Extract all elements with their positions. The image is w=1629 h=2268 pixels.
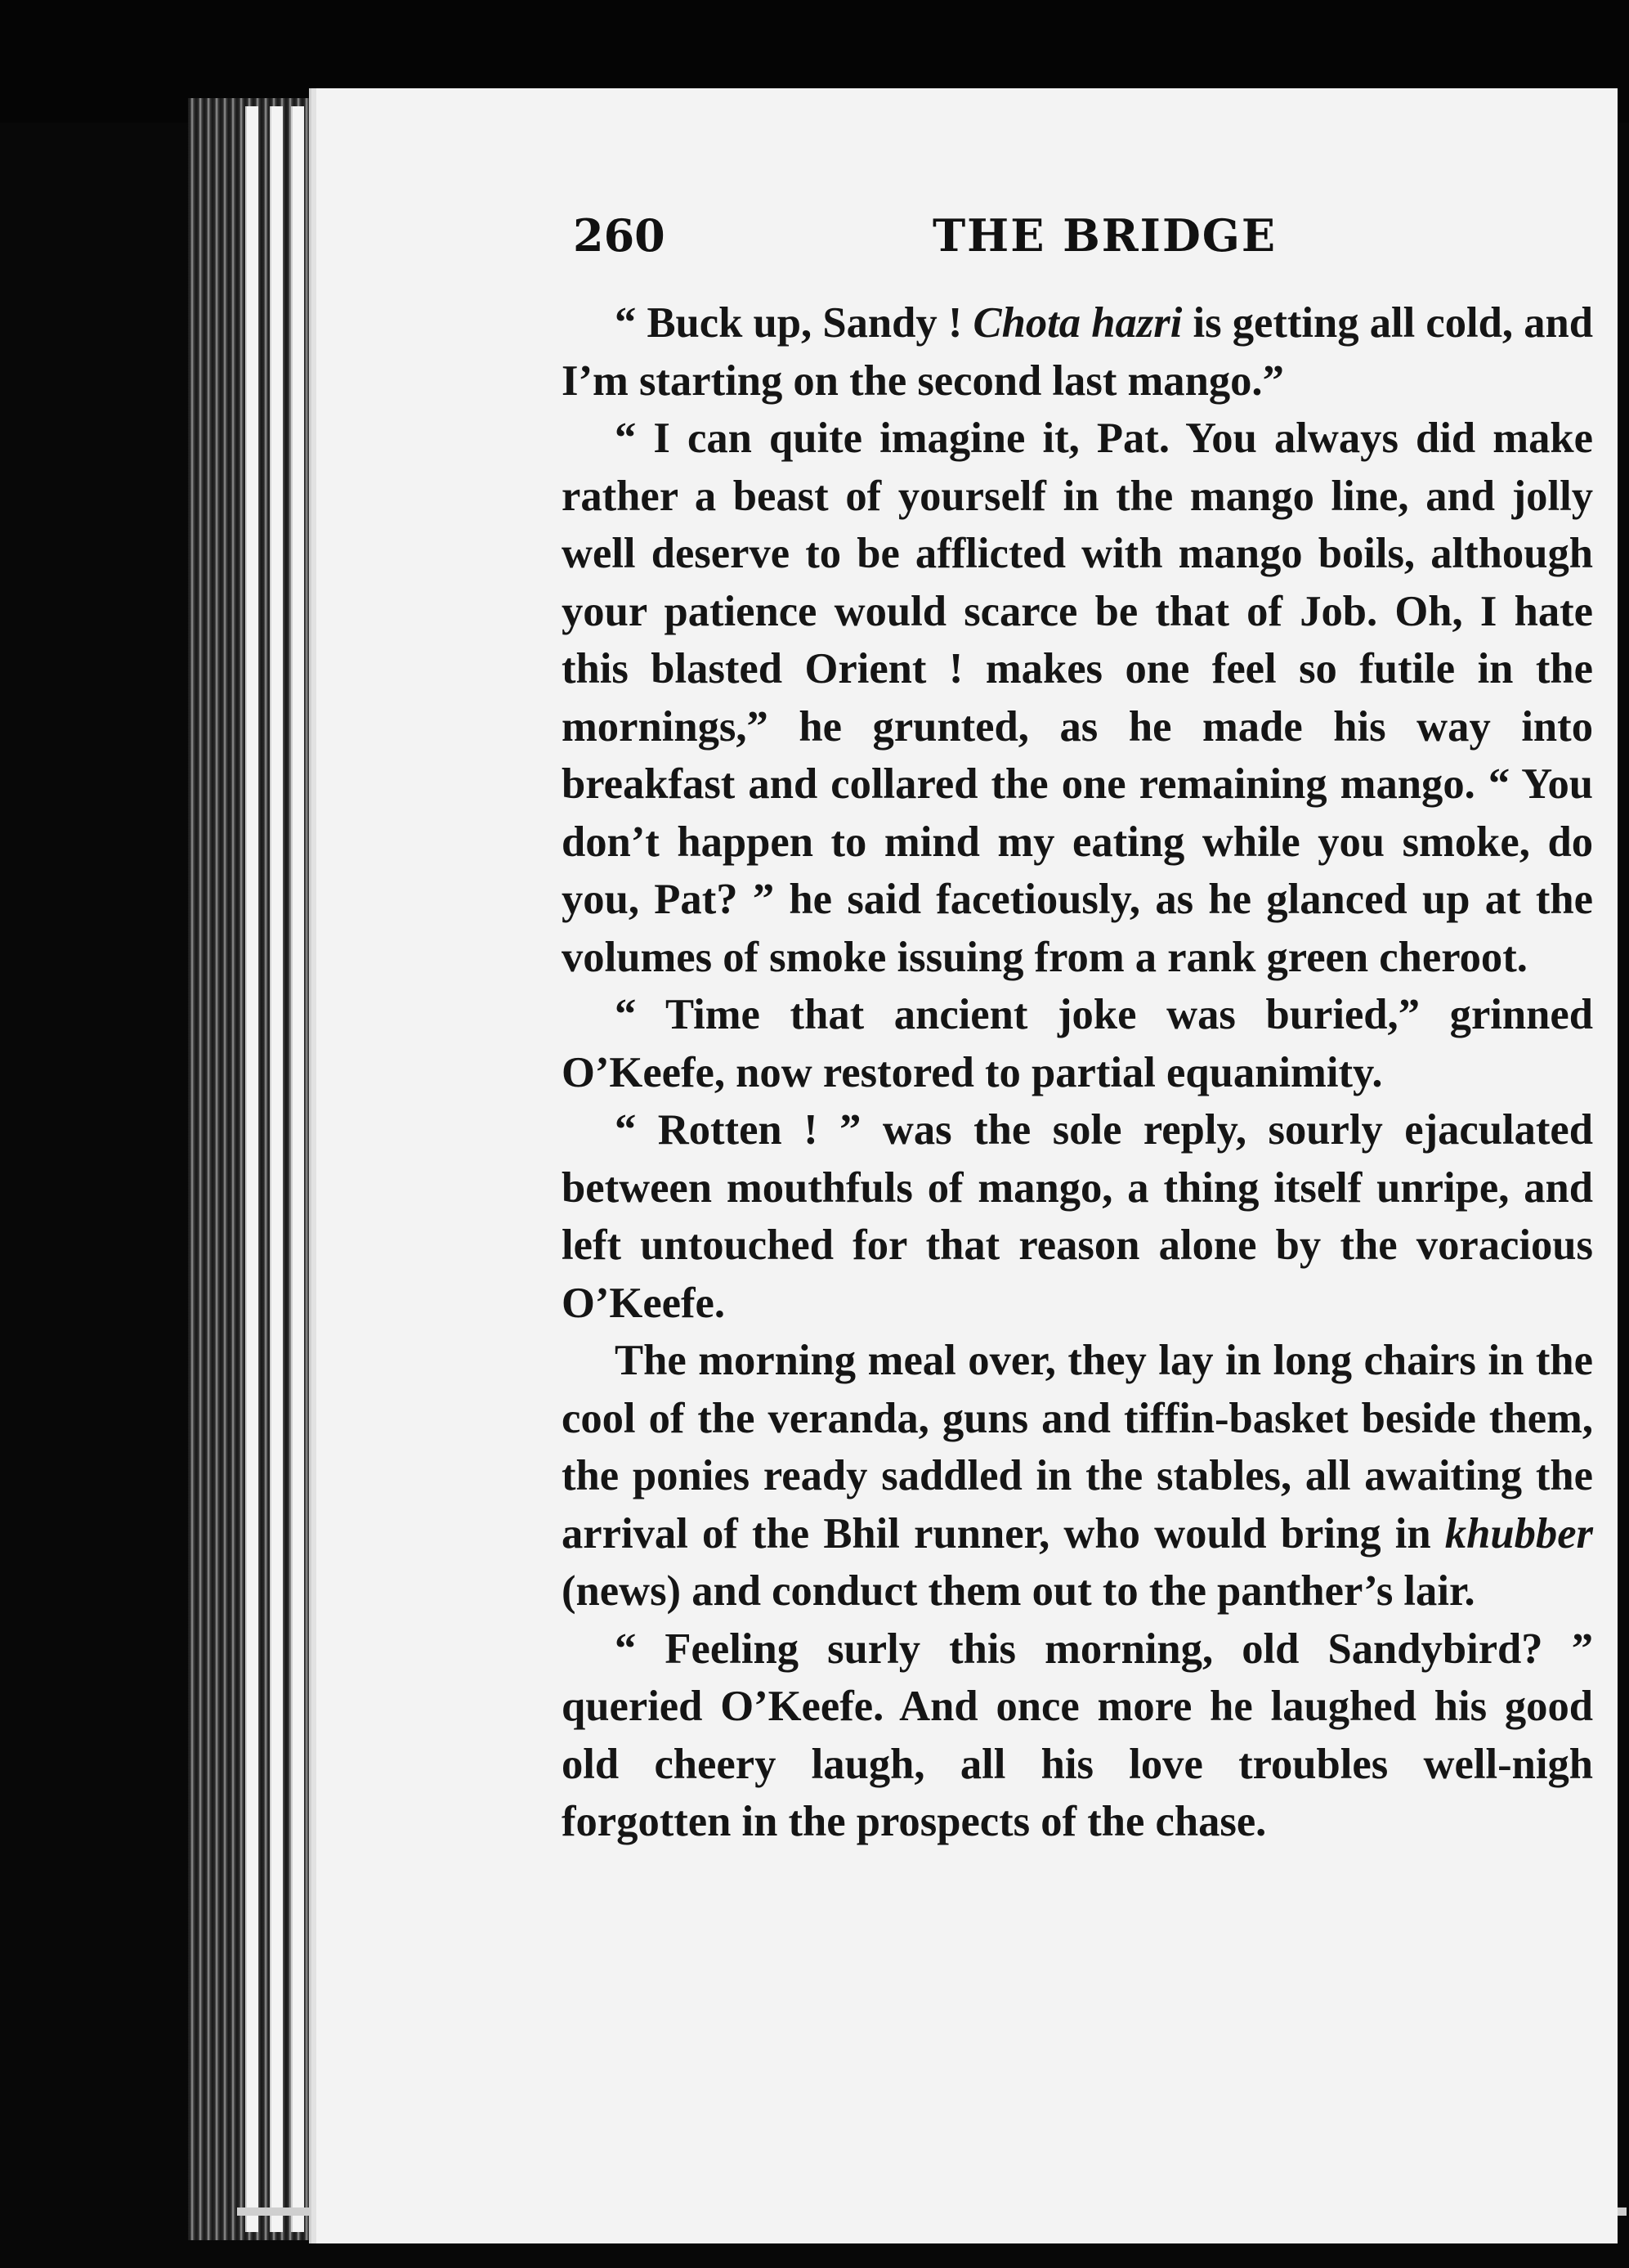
page-edge-strip — [245, 106, 258, 2232]
text-run: is getting all cold, and I’m starting on the second last mango.” — [562, 299, 1593, 405]
text-run: (news) and conduct them out to the panther’s lair. — [562, 1567, 1475, 1615]
page-edge-strip — [291, 106, 304, 2232]
paragraph — [562, 1332, 1593, 1620]
paragraph — [562, 986, 1593, 1101]
italic-text-run: Chota hazri — [973, 299, 1183, 347]
text-run: “ Feeling surly this morning, old Sandybird? ” queried O’Keefe. And once more he laughed his good old cheery laugh, all his love troubles well-nigh forgotten in the prospects of the chase. — [562, 1625, 1593, 1845]
page-header — [573, 209, 1595, 283]
text-run: “ I can quite imagine it, Pat. You always did make rather a beast of yourself in the mango line, and jolly well deserve to be afflicted with mango boils, although your patience would scarce be that of Job. Oh, I hate this blasted Orient ! makes one feel so futile in the mornings,” he grunted, as he made his way into breakfast and collared the one remaining mango. “ You don’t happen to mind my eating while you smoke, do you, Pat? ” he said facetiously, as he glanced up at the volumes of smoke issuing from a rank green cheroot. — [562, 415, 1593, 981]
paragraph — [562, 1101, 1593, 1332]
body-text — [562, 294, 1593, 1851]
paragraph — [562, 410, 1593, 986]
text-run: “ Rotten ! ” was the sole reply, sourly ejaculated between mouthfuls of mango, a thing itself unripe, and left untouched for that reason alone by the voracious O’Keefe. — [562, 1106, 1593, 1327]
text-run: “ Buck up, Sandy ! — [615, 299, 973, 347]
book-page — [309, 88, 1618, 2243]
text-run: “ Time that ancient joke was buried,” grinned O’Keefe, now restored to partial equanimity. — [562, 991, 1593, 1096]
page-edge-strip — [270, 106, 283, 2232]
text-run: The morning meal over, they lay in long chairs in the cool of the veranda, guns and tiffin-basket beside them, the ponies ready saddled in the stables, all awaiting the arrival of the Bhil runner, who would bring in — [562, 1337, 1593, 1558]
running-head: THE BRIDGE — [933, 209, 1278, 262]
italic-text-run: khubber — [1444, 1509, 1593, 1558]
paragraph — [562, 1620, 1593, 1851]
paragraph — [562, 294, 1593, 410]
page-number: 260 — [573, 209, 665, 262]
